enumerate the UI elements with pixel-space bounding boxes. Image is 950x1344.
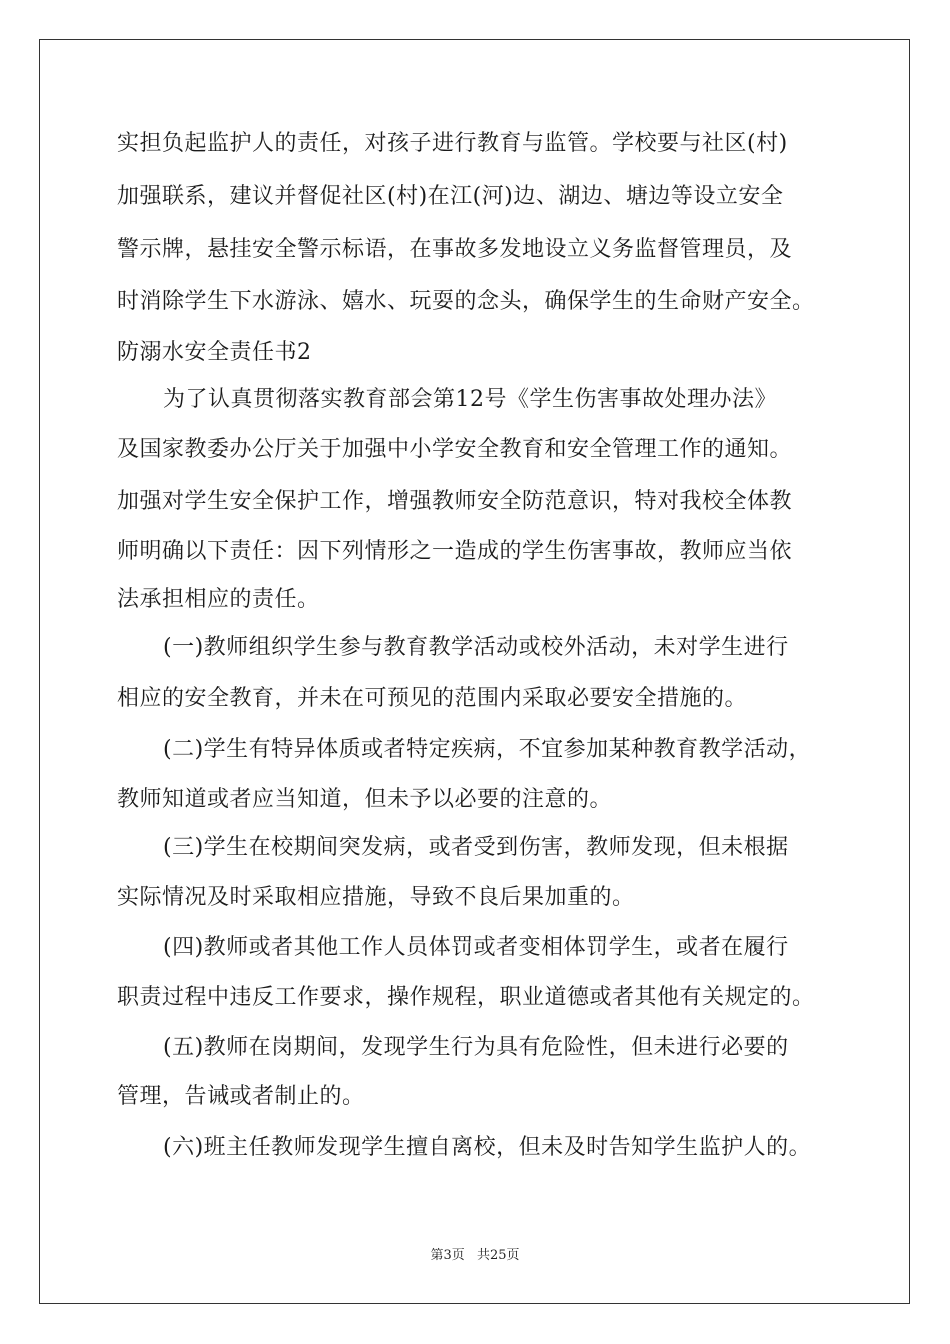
list-item-5: (五)教师在岗期间，发现学生行为具有危险性，但未进行必要的 [163, 1035, 789, 1060]
text-line: 时消除学生下水游泳、嬉水、玩耍的念头，确保学生的生命财产安全。 [117, 289, 815, 314]
text-line: 为了认真贯彻落实教育部会第12号《学生伤害事故处理办法》 [163, 387, 777, 412]
text-line: 师明确以下责任：因下列情形之一造成的学生伤害事故，教师应当依 [117, 539, 793, 564]
text-line: 法承担相应的责任。 [117, 587, 320, 612]
section-heading: 防溺水安全责任书2 [117, 340, 312, 365]
page-number: 第3页 [430, 1248, 465, 1263]
list-item-1: (一)教师组织学生参与教育教学活动或校外活动，未对学生进行 [163, 635, 789, 660]
page-border [39, 39, 910, 1304]
page-total: 共25页 [476, 1248, 520, 1263]
text-line: 加强联系，建议并督促社区(村)在江(河)边、湖边、塘边等设立安全 [117, 184, 784, 209]
list-item-4: (四)教师或者其他工作人员体罚或者变相体罚学生，或者在履行 [163, 935, 789, 960]
text-line: 实际情况及时采取相应措施，导致不良后果加重的。 [117, 885, 635, 910]
text-line: 实担负起监护人的责任，对孩子进行教育与监管。学校要与社区(村) [117, 131, 788, 156]
text-line: 职责过程中违反工作要求，操作规程，职业道德或者其他有关规定的。 [117, 985, 815, 1010]
list-item-2: (二)学生有特异体质或者特定疾病，不宜参加某种教育教学活动， [163, 737, 812, 762]
text-line: 及国家教委办公厅关于加强中小学安全教育和安全管理工作的通知。 [117, 437, 793, 462]
text-line: 管理，告诫或者制止的。 [117, 1084, 365, 1109]
text-line: 加强对学生安全保护工作，增强教师安全防范意识，特对我校全体教 [117, 489, 793, 514]
text-line: 教师知道或者应当知道，但未予以必要的注意的。 [117, 787, 613, 812]
list-item-6: (六)班主任教师发现学生擅自离校，但未及时告知学生监护人的。 [163, 1135, 812, 1160]
text-line: 警示牌，悬挂安全警示标语，在事故多发地设立义务监督管理员，及 [117, 237, 793, 262]
text-line: 相应的安全教育，并未在可预见的范围内采取必要安全措施的。 [117, 686, 748, 711]
page-footer [0, 1247, 950, 1265]
list-item-3: (三)学生在校期间突发病，或者受到伤害，教师发现，但未根据 [163, 835, 789, 860]
